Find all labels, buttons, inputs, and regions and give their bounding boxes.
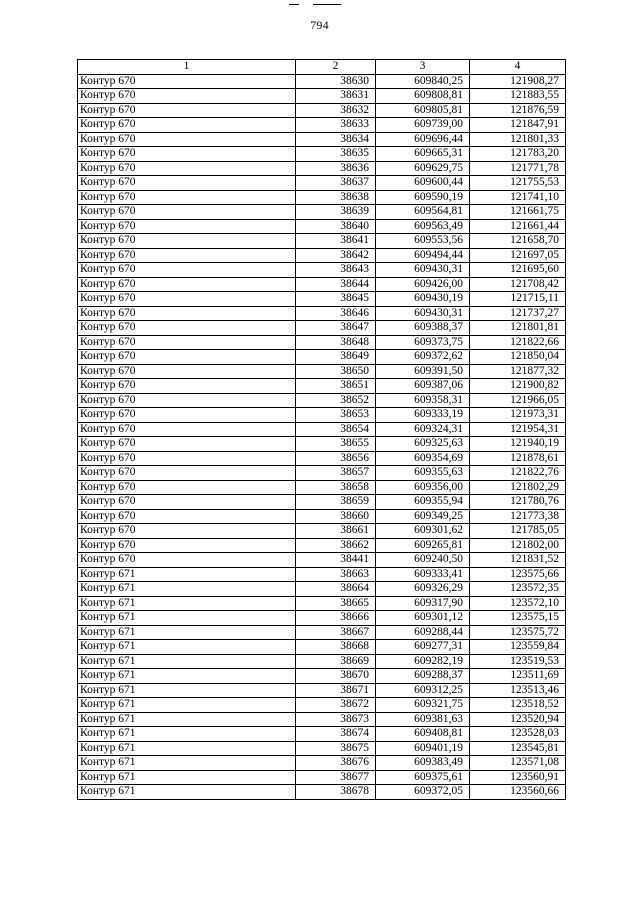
x-coordinate-cell: 609321,75 bbox=[376, 698, 470, 713]
contour-name-cell: Контур 670 bbox=[78, 466, 296, 481]
point-number-cell: 38646 bbox=[296, 306, 376, 321]
page-number: 794 bbox=[310, 18, 329, 32]
y-coordinate-cell: 121773,38 bbox=[470, 509, 566, 524]
contour-name-cell: Контур 670 bbox=[78, 451, 296, 466]
contour-name-cell: Контур 671 bbox=[78, 582, 296, 597]
x-coordinate-cell: 609265,81 bbox=[376, 538, 470, 553]
point-number-cell: 38643 bbox=[296, 263, 376, 278]
contour-name-cell: Контур 670 bbox=[78, 437, 296, 452]
x-coordinate-cell: 609381,63 bbox=[376, 712, 470, 727]
table-row bbox=[78, 118, 566, 133]
point-number-cell: 38641 bbox=[296, 234, 376, 249]
x-coordinate-cell: 609301,12 bbox=[376, 611, 470, 626]
point-number-cell: 38664 bbox=[296, 582, 376, 597]
table-header-row bbox=[78, 60, 566, 75]
point-number-cell: 38636 bbox=[296, 161, 376, 176]
table-row bbox=[78, 756, 566, 771]
contour-name-cell: Контур 670 bbox=[78, 234, 296, 249]
point-number-cell: 38661 bbox=[296, 524, 376, 539]
y-coordinate-cell: 121878,61 bbox=[470, 451, 566, 466]
table-row bbox=[78, 451, 566, 466]
table-row bbox=[78, 553, 566, 568]
table-row bbox=[78, 727, 566, 742]
table-row bbox=[78, 495, 566, 510]
point-number-cell: 38674 bbox=[296, 727, 376, 742]
x-coordinate-cell: 609333,19 bbox=[376, 408, 470, 423]
table-row bbox=[78, 248, 566, 263]
x-coordinate-cell: 609401,19 bbox=[376, 741, 470, 756]
table-row bbox=[78, 509, 566, 524]
y-coordinate-cell: 121802,29 bbox=[470, 480, 566, 495]
point-number-cell: 38677 bbox=[296, 770, 376, 785]
x-coordinate-cell: 609408,81 bbox=[376, 727, 470, 742]
contour-name-cell: Контур 670 bbox=[78, 74, 296, 89]
point-number-cell: 38650 bbox=[296, 364, 376, 379]
contour-name-cell: Контур 670 bbox=[78, 379, 296, 394]
y-coordinate-cell: 121715,11 bbox=[470, 292, 566, 307]
contour-name-cell: Контур 671 bbox=[78, 698, 296, 713]
y-coordinate-cell: 121847,91 bbox=[470, 118, 566, 133]
x-coordinate-cell: 609388,37 bbox=[376, 321, 470, 336]
coordinates-table bbox=[77, 59, 566, 800]
table-body bbox=[78, 74, 566, 799]
contour-name-cell: Контур 671 bbox=[78, 669, 296, 684]
x-coordinate-cell: 609282,19 bbox=[376, 654, 470, 669]
point-number-cell: 38645 bbox=[296, 292, 376, 307]
y-coordinate-cell: 123575,15 bbox=[470, 611, 566, 626]
x-coordinate-cell: 609430,19 bbox=[376, 292, 470, 307]
point-number-cell: 38663 bbox=[296, 567, 376, 582]
point-number-cell: 38662 bbox=[296, 538, 376, 553]
contour-name-cell: Контур 670 bbox=[78, 118, 296, 133]
y-coordinate-cell: 121954,31 bbox=[470, 422, 566, 437]
column-header-1: 1 bbox=[78, 60, 296, 75]
point-number-cell: 38675 bbox=[296, 741, 376, 756]
table-row bbox=[78, 161, 566, 176]
y-coordinate-cell: 123520,94 bbox=[470, 712, 566, 727]
y-coordinate-cell: 121877,32 bbox=[470, 364, 566, 379]
x-coordinate-cell: 609355,63 bbox=[376, 466, 470, 481]
contour-name-cell: Контур 671 bbox=[78, 756, 296, 771]
contour-name-cell: Контур 670 bbox=[78, 306, 296, 321]
table-row bbox=[78, 437, 566, 452]
y-coordinate-cell: 121883,55 bbox=[470, 89, 566, 104]
y-coordinate-cell: 121908,27 bbox=[470, 74, 566, 89]
y-coordinate-cell: 121876,59 bbox=[470, 103, 566, 118]
point-number-cell: 38640 bbox=[296, 219, 376, 234]
x-coordinate-cell: 609358,31 bbox=[376, 393, 470, 408]
point-number-cell: 38670 bbox=[296, 669, 376, 684]
y-coordinate-cell: 121771,78 bbox=[470, 161, 566, 176]
contour-name-cell: Контур 670 bbox=[78, 393, 296, 408]
point-number-cell: 38665 bbox=[296, 596, 376, 611]
point-number-cell: 38666 bbox=[296, 611, 376, 626]
point-number-cell: 38638 bbox=[296, 190, 376, 205]
x-coordinate-cell: 609349,25 bbox=[376, 509, 470, 524]
x-coordinate-cell: 609739,00 bbox=[376, 118, 470, 133]
point-number-cell: 38667 bbox=[296, 625, 376, 640]
table-row bbox=[78, 567, 566, 582]
point-number-cell: 38631 bbox=[296, 89, 376, 104]
table-row bbox=[78, 89, 566, 104]
contour-name-cell: Контур 671 bbox=[78, 683, 296, 698]
table-row bbox=[78, 321, 566, 336]
x-coordinate-cell: 609240,50 bbox=[376, 553, 470, 568]
point-number-cell: 38632 bbox=[296, 103, 376, 118]
table-row bbox=[78, 74, 566, 89]
x-coordinate-cell: 609696,44 bbox=[376, 132, 470, 147]
x-coordinate-cell: 609301,62 bbox=[376, 524, 470, 539]
y-coordinate-cell: 121741,10 bbox=[470, 190, 566, 205]
x-coordinate-cell: 609391,50 bbox=[376, 364, 470, 379]
point-number-cell: 38639 bbox=[296, 205, 376, 220]
header-marks bbox=[289, 2, 349, 6]
table-row bbox=[78, 393, 566, 408]
x-coordinate-cell: 609430,31 bbox=[376, 263, 470, 278]
table-row bbox=[78, 524, 566, 539]
contour-name-cell: Контур 670 bbox=[78, 509, 296, 524]
point-number-cell: 38656 bbox=[296, 451, 376, 466]
contour-name-cell: Контур 670 bbox=[78, 132, 296, 147]
y-coordinate-cell: 121831,52 bbox=[470, 553, 566, 568]
y-coordinate-cell: 121697,05 bbox=[470, 248, 566, 263]
point-number-cell: 38637 bbox=[296, 176, 376, 191]
point-number-cell: 38655 bbox=[296, 437, 376, 452]
x-coordinate-cell: 609288,37 bbox=[376, 669, 470, 684]
x-coordinate-cell: 609840,25 bbox=[376, 74, 470, 89]
contour-name-cell: Контур 670 bbox=[78, 219, 296, 234]
y-coordinate-cell: 121661,75 bbox=[470, 205, 566, 220]
x-coordinate-cell: 609277,31 bbox=[376, 640, 470, 655]
y-coordinate-cell: 121708,42 bbox=[470, 277, 566, 292]
y-coordinate-cell: 121900,82 bbox=[470, 379, 566, 394]
point-number-cell: 38673 bbox=[296, 712, 376, 727]
contour-name-cell: Контур 670 bbox=[78, 364, 296, 379]
point-number-cell: 38657 bbox=[296, 466, 376, 481]
table-row bbox=[78, 640, 566, 655]
y-coordinate-cell: 121755,53 bbox=[470, 176, 566, 191]
contour-name-cell: Контур 670 bbox=[78, 495, 296, 510]
y-coordinate-cell: 123528,03 bbox=[470, 727, 566, 742]
point-number-cell: 38630 bbox=[296, 74, 376, 89]
table-row bbox=[78, 306, 566, 321]
contour-name-cell: Контур 670 bbox=[78, 248, 296, 263]
x-coordinate-cell: 609372,05 bbox=[376, 785, 470, 800]
x-coordinate-cell: 609629,75 bbox=[376, 161, 470, 176]
y-coordinate-cell: 123572,10 bbox=[470, 596, 566, 611]
x-coordinate-cell: 609373,75 bbox=[376, 335, 470, 350]
y-coordinate-cell: 121801,33 bbox=[470, 132, 566, 147]
contour-name-cell: Контур 670 bbox=[78, 553, 296, 568]
table-row bbox=[78, 350, 566, 365]
contour-name-cell: Контур 670 bbox=[78, 422, 296, 437]
x-coordinate-cell: 609372,62 bbox=[376, 350, 470, 365]
y-coordinate-cell: 121785,05 bbox=[470, 524, 566, 539]
x-coordinate-cell: 609564,81 bbox=[376, 205, 470, 220]
point-number-cell: 38654 bbox=[296, 422, 376, 437]
point-number-cell: 38676 bbox=[296, 756, 376, 771]
point-number-cell: 38647 bbox=[296, 321, 376, 336]
contour-name-cell: Контур 671 bbox=[78, 625, 296, 640]
contour-name-cell: Контур 670 bbox=[78, 538, 296, 553]
x-coordinate-cell: 609808,81 bbox=[376, 89, 470, 104]
contour-name-cell: Контур 670 bbox=[78, 263, 296, 278]
table-row bbox=[78, 408, 566, 423]
y-coordinate-cell: 121801,81 bbox=[470, 321, 566, 336]
y-coordinate-cell: 121940,19 bbox=[470, 437, 566, 452]
point-number-cell: 38659 bbox=[296, 495, 376, 510]
contour-name-cell: Контур 670 bbox=[78, 480, 296, 495]
x-coordinate-cell: 609356,00 bbox=[376, 480, 470, 495]
y-coordinate-cell: 123518,52 bbox=[470, 698, 566, 713]
point-number-cell: 38635 bbox=[296, 147, 376, 162]
contour-name-cell: Контур 670 bbox=[78, 408, 296, 423]
point-number-cell: 38634 bbox=[296, 132, 376, 147]
contour-name-cell: Контур 670 bbox=[78, 350, 296, 365]
contour-name-cell: Контур 670 bbox=[78, 190, 296, 205]
table-row bbox=[78, 147, 566, 162]
table-row bbox=[78, 219, 566, 234]
x-coordinate-cell: 609590,19 bbox=[376, 190, 470, 205]
table-row bbox=[78, 480, 566, 495]
x-coordinate-cell: 609553,56 bbox=[376, 234, 470, 249]
y-coordinate-cell: 121822,66 bbox=[470, 335, 566, 350]
point-number-cell: 38644 bbox=[296, 277, 376, 292]
table-row bbox=[78, 596, 566, 611]
table-row bbox=[78, 263, 566, 278]
table-row bbox=[78, 698, 566, 713]
contour-name-cell: Контур 671 bbox=[78, 770, 296, 785]
table-row bbox=[78, 335, 566, 350]
table-row bbox=[78, 364, 566, 379]
table-row bbox=[78, 785, 566, 800]
x-coordinate-cell: 609333,41 bbox=[376, 567, 470, 582]
point-number-cell: 38678 bbox=[296, 785, 376, 800]
table-row bbox=[78, 234, 566, 249]
table-row bbox=[78, 582, 566, 597]
contour-name-cell: Контур 671 bbox=[78, 727, 296, 742]
y-coordinate-cell: 123511,69 bbox=[470, 669, 566, 684]
y-coordinate-cell: 121695,60 bbox=[470, 263, 566, 278]
x-coordinate-cell: 609600,44 bbox=[376, 176, 470, 191]
contour-name-cell: Контур 670 bbox=[78, 176, 296, 191]
point-number-cell: 38668 bbox=[296, 640, 376, 655]
point-number-cell: 38642 bbox=[296, 248, 376, 263]
contour-name-cell: Контур 670 bbox=[78, 161, 296, 176]
table-row bbox=[78, 190, 566, 205]
y-coordinate-cell: 123513,46 bbox=[470, 683, 566, 698]
point-number-cell: 38660 bbox=[296, 509, 376, 524]
y-coordinate-cell: 123545,81 bbox=[470, 741, 566, 756]
contour-name-cell: Контур 671 bbox=[78, 712, 296, 727]
table-row bbox=[78, 205, 566, 220]
x-coordinate-cell: 609426,00 bbox=[376, 277, 470, 292]
x-coordinate-cell: 609665,31 bbox=[376, 147, 470, 162]
y-coordinate-cell: 121973,31 bbox=[470, 408, 566, 423]
table-row bbox=[78, 683, 566, 698]
x-coordinate-cell: 609324,31 bbox=[376, 422, 470, 437]
y-coordinate-cell: 123575,72 bbox=[470, 625, 566, 640]
column-header-2: 2 bbox=[296, 60, 376, 75]
x-coordinate-cell: 609430,31 bbox=[376, 306, 470, 321]
table-row bbox=[78, 103, 566, 118]
x-coordinate-cell: 609312,25 bbox=[376, 683, 470, 698]
table-row bbox=[78, 712, 566, 727]
y-coordinate-cell: 121822,76 bbox=[470, 466, 566, 481]
table-row bbox=[78, 176, 566, 191]
point-number-cell: 38653 bbox=[296, 408, 376, 423]
y-coordinate-cell: 121850,04 bbox=[470, 350, 566, 365]
contour-name-cell: Контур 671 bbox=[78, 654, 296, 669]
x-coordinate-cell: 609354,69 bbox=[376, 451, 470, 466]
point-number-cell: 38633 bbox=[296, 118, 376, 133]
point-number-cell: 38648 bbox=[296, 335, 376, 350]
y-coordinate-cell: 121783,20 bbox=[470, 147, 566, 162]
y-coordinate-cell: 121802,00 bbox=[470, 538, 566, 553]
point-number-cell: 38671 bbox=[296, 683, 376, 698]
point-number-cell: 38672 bbox=[296, 698, 376, 713]
x-coordinate-cell: 609325,63 bbox=[376, 437, 470, 452]
contour-name-cell: Контур 670 bbox=[78, 147, 296, 162]
table-row bbox=[78, 466, 566, 481]
table-row bbox=[78, 538, 566, 553]
column-header-3: 3 bbox=[376, 60, 470, 75]
table-row bbox=[78, 379, 566, 394]
y-coordinate-cell: 121661,44 bbox=[470, 219, 566, 234]
point-number-cell: 38649 bbox=[296, 350, 376, 365]
y-coordinate-cell: 123560,66 bbox=[470, 785, 566, 800]
y-coordinate-cell: 123559,84 bbox=[470, 640, 566, 655]
contour-name-cell: Контур 671 bbox=[78, 611, 296, 626]
table-row bbox=[78, 422, 566, 437]
contour-name-cell: Контур 671 bbox=[78, 596, 296, 611]
contour-name-cell: Контур 670 bbox=[78, 89, 296, 104]
x-coordinate-cell: 609563,49 bbox=[376, 219, 470, 234]
point-number-cell: 38651 bbox=[296, 379, 376, 394]
x-coordinate-cell: 609805,81 bbox=[376, 103, 470, 118]
table-row bbox=[78, 132, 566, 147]
x-coordinate-cell: 609326,29 bbox=[376, 582, 470, 597]
y-coordinate-cell: 123572,35 bbox=[470, 582, 566, 597]
y-coordinate-cell: 123560,91 bbox=[470, 770, 566, 785]
contour-name-cell: Контур 670 bbox=[78, 321, 296, 336]
table-row bbox=[78, 292, 566, 307]
point-number-cell: 38441 bbox=[296, 553, 376, 568]
contour-name-cell: Контур 671 bbox=[78, 640, 296, 655]
table-row bbox=[78, 611, 566, 626]
contour-name-cell: Контур 671 bbox=[78, 567, 296, 582]
contour-name-cell: Контур 670 bbox=[78, 277, 296, 292]
table-row bbox=[78, 770, 566, 785]
x-coordinate-cell: 609375,61 bbox=[376, 770, 470, 785]
y-coordinate-cell: 121966,05 bbox=[470, 393, 566, 408]
y-coordinate-cell: 123575,66 bbox=[470, 567, 566, 582]
x-coordinate-cell: 609387,06 bbox=[376, 379, 470, 394]
contour-name-cell: Контур 670 bbox=[78, 292, 296, 307]
x-coordinate-cell: 609355,94 bbox=[376, 495, 470, 510]
y-coordinate-cell: 121658,70 bbox=[470, 234, 566, 249]
x-coordinate-cell: 609383,49 bbox=[376, 756, 470, 771]
point-number-cell: 38652 bbox=[296, 393, 376, 408]
contour-name-cell: Контур 671 bbox=[78, 741, 296, 756]
table-row bbox=[78, 625, 566, 640]
table-row bbox=[78, 741, 566, 756]
contour-name-cell: Контур 670 bbox=[78, 335, 296, 350]
contour-name-cell: Контур 670 bbox=[78, 103, 296, 118]
y-coordinate-cell: 123519,53 bbox=[470, 654, 566, 669]
x-coordinate-cell: 609494,44 bbox=[376, 248, 470, 263]
contour-name-cell: Контур 671 bbox=[78, 785, 296, 800]
point-number-cell: 38658 bbox=[296, 480, 376, 495]
y-coordinate-cell: 123571,08 bbox=[470, 756, 566, 771]
column-header-4: 4 bbox=[470, 60, 566, 75]
x-coordinate-cell: 609317,90 bbox=[376, 596, 470, 611]
contour-name-cell: Контур 670 bbox=[78, 205, 296, 220]
contour-name-cell: Контур 670 bbox=[78, 524, 296, 539]
table-row bbox=[78, 277, 566, 292]
x-coordinate-cell: 609288,44 bbox=[376, 625, 470, 640]
table-row bbox=[78, 654, 566, 669]
point-number-cell: 38669 bbox=[296, 654, 376, 669]
table-row bbox=[78, 669, 566, 684]
y-coordinate-cell: 121737,27 bbox=[470, 306, 566, 321]
y-coordinate-cell: 121780,76 bbox=[470, 495, 566, 510]
